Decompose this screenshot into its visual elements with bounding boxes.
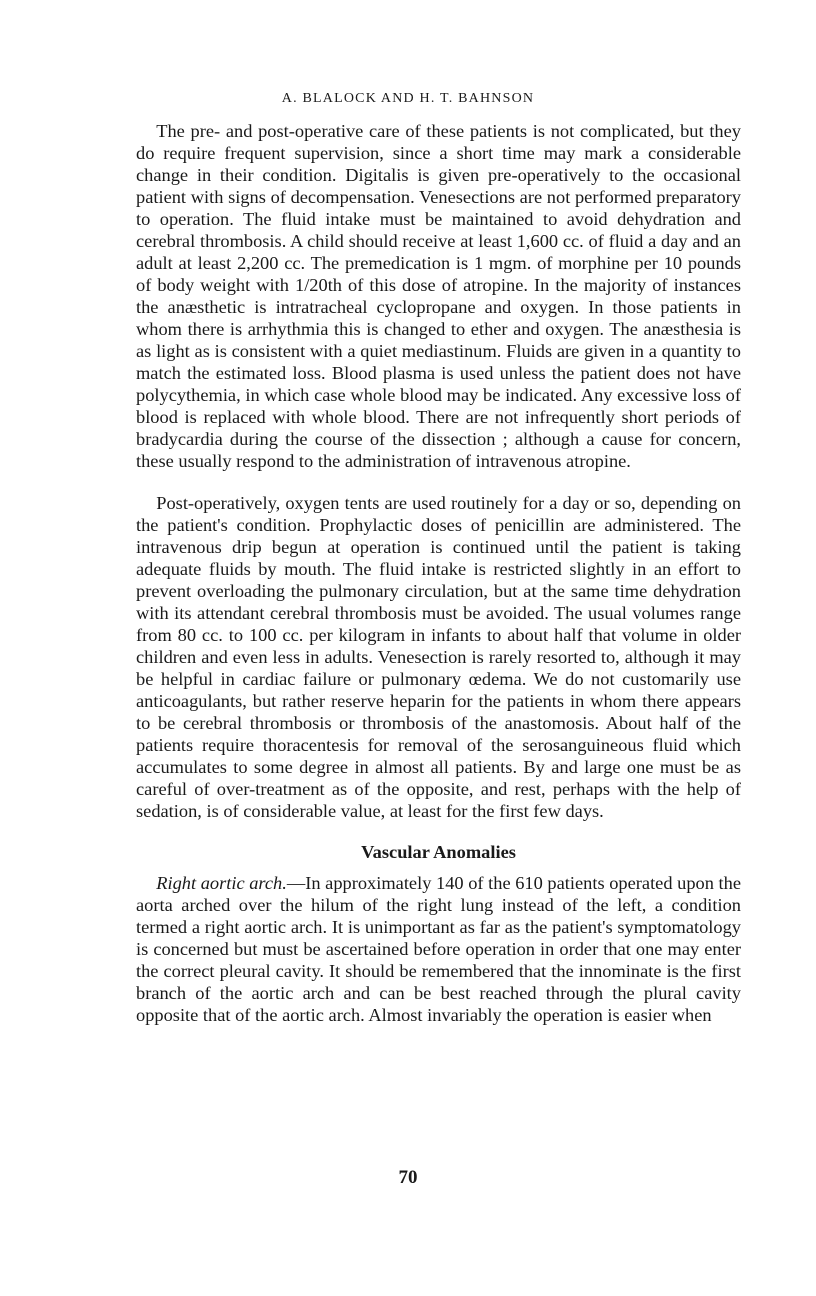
section-heading-vascular-anomalies: Vascular Anomalies (361, 842, 516, 862)
runin-title: Right aortic arch. (156, 873, 287, 893)
page-number: 70 (398, 1167, 418, 1188)
paragraph-postoperative-care: Post-operatively, oxygen tents are used routinely for a day or so, depending on the patient's condition. Prophylactic doses of penicillin are administered. The intravenous drip begun at operation is continued until the patient is taking adequate fluids by mouth. The fluid intake is restricted slightly in an effort to prevent overloading the pulmonary circulation, but at the same time dehydration with its attendant cerebral thrombosis must be avoided. The usual volumes range from 80 cc. to 100 cc. per kilogram in infants to about half that volume in older children and even less in adults. Venesection is rarely resorted to, although it may be helpful in cardiac failure or pulmonary œdema. We do not customarily use anticoagulants, but rather reserve heparin for the patients in whom there appears to be cerebral thrombosis or thrombosis of the anastomosis. About half of the patients require thoracentesis for removal of the serosanguineous fluid which accumulates to some degree in almost all patients. By and large one must be as careful of over-treatment as of the opposite, and rest, perhaps with the help of sedation, is of considerable value, at least for the first few days. (136, 493, 741, 821)
paragraph-preoperative-care: The pre- and post-operative care of these patients is not complicated, but they do require frequent supervision, since a short time may mark a considerable change in their condition. Digitalis is given pre-operatively to the occasional patient with signs of decompensation. Venesections are not performed preparatory to operation. The fluid intake must be maintained to avoid dehydration and cerebral thrombosis. A child should receive at least 1,600 cc. of fluid a day and an adult at least 2,200 cc. The premedication is 1 mgm. of morphine per 10 pounds of body weight with 1/20th of this dose of atropine. In the majority of instances the anæsthetic is intratracheal cyclopropane and oxygen. In those patients in whom there is arrhythmia this is changed to ether and oxygen. The anæsthesia is as light as is consistent with a quiet mediastinum. Fluids are given in a quantity to match the estimated loss. Blood plasma is used unless the patient does not have polycythemia, in which case whole blood may be indicated. Any excessive loss of blood is replaced with whole blood. There are not infrequently short periods of bradycardia during the course of the dissection ; although a cause for concern, these usually respond to the administration of intravenous atropine. (136, 121, 741, 471)
article-body (136, 120, 741, 1026)
paragraph-right-aortic-arch (136, 872, 741, 1026)
paragraph-right-aortic-arch-text: —In approximately 140 of the 610 patients operated upon the aorta arched over the hilum of the right lung instead of the left, a condition termed a right aortic arch. It is unimportant as far as the patient's symptomatology is concerned but must be ascertained before operation in order that one may enter the correct pleural cavity. It should be remembered that the innominate is the first branch of the aortic arch and can be best reached through the plural cavity opposite that of the aortic arch. Almost invariably the operation is easier when (136, 873, 742, 1025)
running-head: A. BLALOCK AND H. T. BAHNSON (281, 91, 535, 106)
